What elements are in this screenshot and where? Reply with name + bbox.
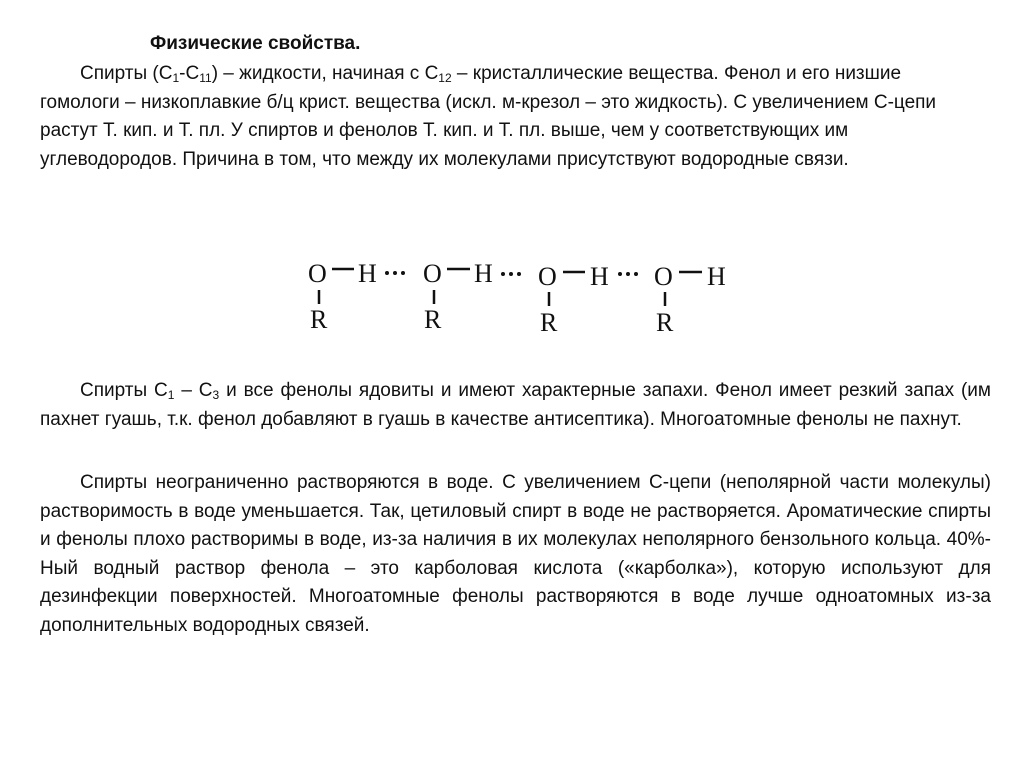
hydrogen-bond-dots xyxy=(501,272,521,276)
hydrogen-atom: H xyxy=(707,262,726,291)
paragraph-solubility xyxy=(40,469,991,641)
text-run: Спирты С xyxy=(80,380,168,401)
radical-r: R xyxy=(540,308,558,337)
hydrogen-bond-dots xyxy=(618,272,638,276)
hydrogen-bond-dots xyxy=(385,271,405,275)
subscript: 12 xyxy=(438,71,452,85)
paragraph-toxicity-odor xyxy=(40,377,991,434)
radical-r: R xyxy=(424,305,442,334)
subscript: 3 xyxy=(212,388,220,402)
oxygen-atom: O xyxy=(308,259,327,288)
page-title: Физические свойства. xyxy=(150,33,361,54)
text-run: -С xyxy=(179,63,200,84)
hydrogen-atom: H xyxy=(474,259,493,288)
text-run: и все фенолы ядовиты и имеют характерные запахи. Фенол имеет резкий запах (им пахнет гуашь, т.к. фенол добавляют в гуашь в качестве антисептика). Многоатомные фенолы не пахнут. xyxy=(40,380,991,430)
text-run: Спирты неограниченно растворяются в воде. С увеличением С-цепи (неполярной части молекулы) растворимость в воде уменьшается. Так, цетиловый спирт в воде не растворяется. Ароматические спирты и фенолы плохо растворимы в воде, из-за наличия в их молекулах неполярного бензольного кольца. 40%-Ный водный раствор фенола – это карболовая кислота («карболка»), которую используют для дезинфекции поверхностей. Многоатомные фенолы растворяются в воде лучше одноатомных из-за дополнительных водородных связей. xyxy=(40,472,991,636)
oxygen-atom: O xyxy=(423,259,442,288)
radical-r: R xyxy=(656,308,674,337)
hydrogen-atom: H xyxy=(590,262,609,291)
text-run: – кристаллические вещества. Фенол и его низшие гомологи – низкоплавкие б/ц крист. вещества (искл. м-крезол – это жидкость). С увеличением С-цепи растут Т. кип. и Т. пл. У спиртов и фенолов Т. кип. и Т. пл. выше, чем у соответствующих им углеводородов. Причина в том, что между их молекулами присутствуют водородные связи. xyxy=(40,63,937,170)
subscript: 1 xyxy=(167,388,175,402)
oxygen-atom: O xyxy=(654,262,673,291)
text-run: ) – жидкости, начиная с С xyxy=(211,63,439,84)
subscript: 11 xyxy=(199,71,212,85)
hydrogen-atom: H xyxy=(358,259,377,288)
oxygen-atom: O xyxy=(538,262,557,291)
text-run: – С xyxy=(174,380,213,401)
text-run: Спирты (С xyxy=(80,63,173,84)
radical-r: R xyxy=(310,305,328,334)
paragraph-physical-properties xyxy=(40,60,964,174)
subscript: 1 xyxy=(172,71,180,85)
hydrogen-bond-diagram xyxy=(300,250,750,340)
